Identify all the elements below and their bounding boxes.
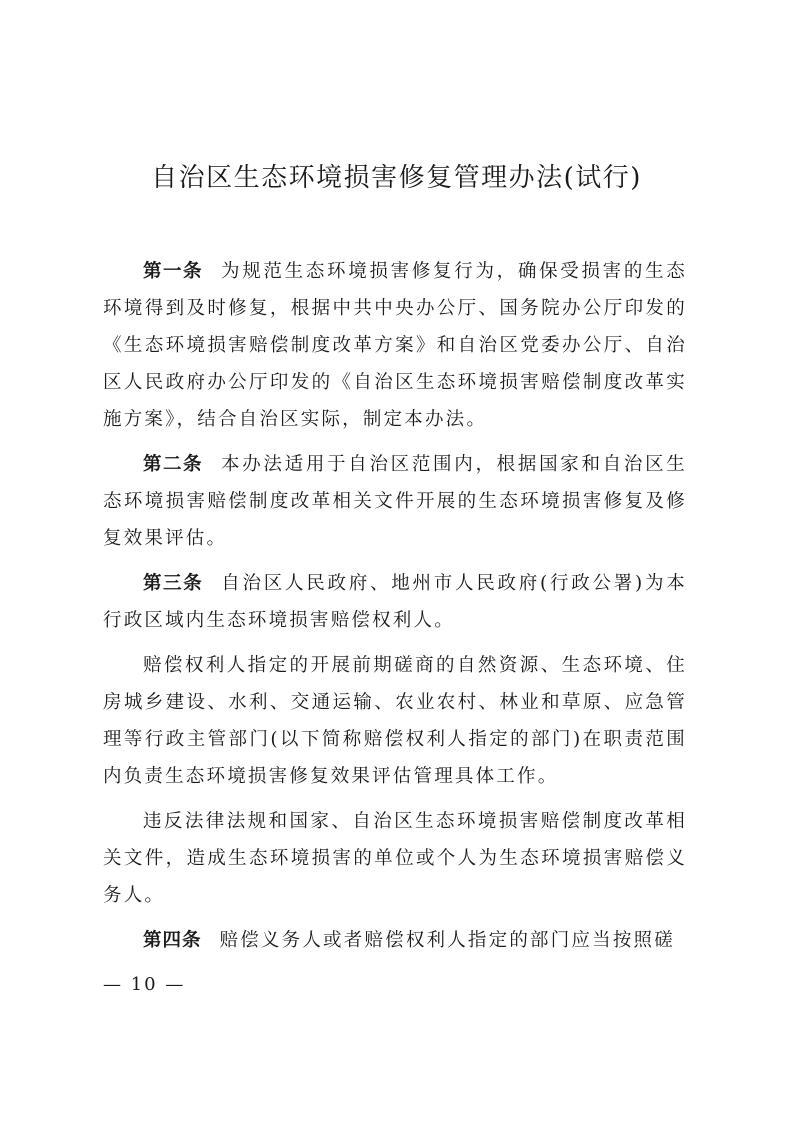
page-number: — 10 — <box>103 974 186 995</box>
article-4-paragraph <box>103 922 687 959</box>
article-4-text: 赔偿义务人或者赔偿权利人指定的部门应当按照磋 <box>219 930 675 951</box>
article-3-clause-2-text: 赔偿权利人指定的开展前期磋商的自然资源、生态环境、住房城乡建设、水利、交通运输、农业农村、林业和草原、应急管理等行政主管部门(以下简称赔偿权利人指定的部门)在职责范围内负责生态环境损害修复效果评估管理具体工作。 <box>103 655 687 787</box>
article-2-text: 本办法适用于自治区范围内，根据国家和自治区生态环境损害赔偿制度改革相关文件开展的生态环境损害修复及修复效果评估。 <box>103 454 687 549</box>
article-3-clause-2-paragraph <box>103 647 687 795</box>
document-body <box>103 253 687 967</box>
article-3-clause-3-text: 违反法律法规和国家、自治区生态环境损害赔偿制度改革相关文件，造成生态环境损害的单位或个人为生态环境损害赔偿义务人。 <box>103 811 687 906</box>
article-3-clause-3-paragraph <box>103 803 687 914</box>
article-3-text: 自治区人民政府、地州市人民政府(行政公署)为本行政区域内生态环境损害赔偿权利人。 <box>103 573 687 631</box>
article-1-label: 第一条 <box>143 261 204 282</box>
article-1-paragraph <box>103 253 687 438</box>
article-4-label: 第四条 <box>143 930 202 951</box>
article-2-label: 第二条 <box>143 454 204 475</box>
document-title: 自治区生态环境损害修复管理办法(试行) <box>151 163 642 193</box>
article-3-paragraph <box>103 565 687 639</box>
article-1-text: 为规范生态环境损害修复行为，确保受损害的生态环境得到及时修复，根据中共中央办公厅、国务院办公厅印发的《生态环境损害赔偿制度改革方案》和自治区党委办公厅、自治区人民政府办公厅印发的《自治区生态环境损害赔偿制度改革实施方案》，结合自治区实际，制定本办法。 <box>103 261 687 430</box>
article-2-paragraph <box>103 446 687 557</box>
article-3-label: 第三条 <box>143 573 204 594</box>
